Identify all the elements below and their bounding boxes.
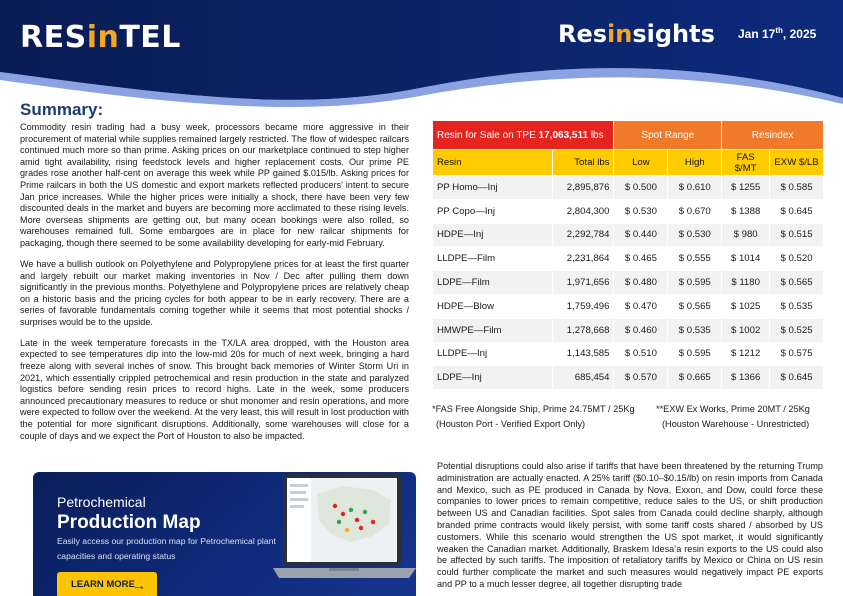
banner-line-2: Production Map [57,512,201,533]
cell-exw: $ 0.645 [770,199,824,223]
cell-fas: $ 1388 [722,199,770,223]
cell-fas: $ 1212 [722,342,770,366]
col-fas: FAS $/MT [722,150,770,176]
cell-total: 685,454 [552,366,614,390]
summary-paragraph-3: Late in the week temperature forecasts in the TX/LA area dropped, with the Houston area expected to see temperatures dip into the low-mid 20s for much of next week, bringing a hard freeze along with several inches of snow. This brought back memories of Winter Storm Uri in 2021, which essentially crippled petrochemical and resin production in the state and paralyzed logistics before sending resin prices to record highs. Late in the week, some producers announced precautionary measures to reduce or shut monomer and resin operations, and more were expected to follow over the weekend. At the very least, this will result in lost production with the potential for more significant disruptions. Additionally, some warehouses will close for a couple of days and we expect the Port of Houston to also be impacted. [20,337,409,441]
cell-low: $ 0.510 [614,342,668,366]
cell-resin: LLDPE—Inj [433,342,553,366]
cell-exw: $ 0.520 [770,247,824,271]
table-row [433,176,824,200]
banner-description: Easily access our production map for Petrochemical plant capacities and operating status [57,536,276,561]
cell-low: $ 0.530 [614,199,668,223]
fas-footnote: *FAS Free Alongside Ship, Prime 24.75MT / 25Kg (Houston Port - Verified Export Only) [432,404,635,429]
cell-exw: $ 0.585 [770,176,824,200]
cell-fas: $ 980 [722,223,770,247]
cell-low: $ 0.465 [614,247,668,271]
cell-resin: LLDPE—Film [433,247,553,271]
cell-high: $ 0.610 [668,176,722,200]
cell-low: $ 0.440 [614,223,668,247]
cell-resin: HMWPE—Film [433,318,553,342]
header-wave-background [0,0,843,120]
cell-low: $ 0.470 [614,294,668,318]
summary-paragraph-2: We have a bullish outlook on Polyethylene and Polypropylene prices for at least the first quarter and largely rebuilt our market making inventories in Nov / Dec after pulling them down significantly in the previous months. Polyethylene and Polypropylene prices are relatively cheap on a historic basis and the pricing cycles for both appear to be in early recovery. There are a series of favorable fundamentals coming together while it seems that most potential shocks / surprises would be to the upside. [20,258,409,327]
cell-low: $ 0.570 [614,366,668,390]
cell-fas: $ 1025 [722,294,770,318]
resintel-logo[interactable]: RESinTEL [20,20,181,55]
cell-high: $ 0.595 [668,342,722,366]
cell-resin: HDPE—Inj [433,223,553,247]
cell-total: 2,231,864 [552,247,614,271]
tariff-paragraph: Potential disruptions could also arise if tariffs that have been threatened by the returning Trump administration are actually enacted. A 25% tariff ($0.10–$0.15/lb) on resin imports from Canada and Mexico, such as PE produced in Canada by Nova, Exxon, and Dow, could force these companies to lower prices to remain competitive, reduce sales to the US, or shift production between US and Canadian facilities. Spot sales from Canada could decline sharply, although branded prime contracts would likely persist, with some tariff costs shared / absorbed by US customers. While this scenario would strengthen the US spot market, it would significantly weaken the Canadian market. Additionally, Braskem Idesa’a resin exports to the US could also be affected by such tariffs. The imposition of retaliatory tariffs by Mexico or China on US resin could further complicate the market and such measures would negatively impact PE exports and PP to a much lesser degree, all together disrupting trade [437,461,823,589]
col-low: Low [614,150,668,176]
table-header-top [433,121,824,150]
learn-more-button[interactable]: LEARN MORE → [57,572,157,596]
cell-fas: $ 1002 [722,318,770,342]
cell-low: $ 0.480 [614,271,668,295]
cell-low: $ 0.460 [614,318,668,342]
cell-fas: $ 1255 [722,176,770,200]
table-row [433,342,824,366]
cell-high: $ 0.595 [668,271,722,295]
laptop-map-image [273,472,416,596]
cell-resin: PP Homo—Inj [433,176,553,200]
table-row [433,294,824,318]
cell-high: $ 0.555 [668,247,722,271]
cell-total: 1,278,668 [552,318,614,342]
cell-total: 2,895,876 [552,176,614,200]
issue-date: Jan 17th, 2025 [738,26,817,41]
arrow-right-icon: → [132,577,146,593]
cell-high: $ 0.565 [668,294,722,318]
col-exw: EXW $/LB [770,150,824,176]
cell-exw: $ 0.575 [770,342,824,366]
table-column-headers [433,150,824,176]
table-row [433,318,824,342]
cell-total: 1,971,656 [552,271,614,295]
production-map-banner[interactable] [33,472,416,596]
cell-resin: LDPE—Film [433,271,553,295]
page-header [0,0,843,120]
summary-paragraph-1: Commodity resin trading had a busy week, processors became more aggressive in their procurement of material while supplies remained largely restricted. The flow of widespec railcars continued much more so than prime. Asking prices on our marketplace continued to step higher amid tight availability, rising feedstock levels and higher replacement costs. Our prime PE grades rose another half-cent on average this week while PP gained $.015/lb. Asking prices for Prime railcars in both the US domestic and export markets reflected producers’ intent to secure Jan price increases. While the higher prices were initially a shock, there have been very few discounted deals in the market and buyers are becoming more acclimated to these rising levels. More overseas shipments are getting out, but many ocean bookings were also rolled, so warehouses remained full. Some embargoes are in place for new railcar shipments for packaging, though there seemed to be some availability developing for early-mid February. [20,122,409,248]
cell-total: 2,292,784 [552,223,614,247]
table-row [433,271,824,295]
cell-exw: $ 0.525 [770,318,824,342]
summary-heading: Summary: [20,100,104,119]
col-resin: Resin [433,150,553,176]
cell-total: 1,143,585 [552,342,614,366]
table-row [433,223,824,247]
cell-high: $ 0.670 [668,199,722,223]
summary-body [20,122,409,452]
cell-exw: $ 0.515 [770,223,824,247]
spot-range-header: Spot Range [614,121,722,150]
cell-total: 2,804,300 [552,199,614,223]
banner-line-1: Petrochemical [57,494,146,510]
cell-exw: $ 0.535 [770,294,824,318]
cell-fas: $ 1366 [722,366,770,390]
cell-high: $ 0.535 [668,318,722,342]
cell-exw: $ 0.565 [770,271,824,295]
cell-exw: $ 0.645 [770,366,824,390]
cell-low: $ 0.500 [614,176,668,200]
cell-total: 1,759,496 [552,294,614,318]
col-total-lbs: Total lbs [552,150,614,176]
cell-fas: $ 1014 [722,247,770,271]
table-row [433,366,824,390]
table-row [433,247,824,271]
cell-resin: PP Copo—Inj [433,199,553,223]
cell-fas: $ 1180 [722,271,770,295]
resin-price-table [432,120,824,390]
table-row [433,199,824,223]
exw-footnote: **EXW Ex Works, Prime 20MT / 25Kg (Houston Warehouse - Unrestricted) [656,404,810,429]
cell-resin: HDPE—Blow [433,294,553,318]
col-high: High [668,150,722,176]
cell-high: $ 0.530 [668,223,722,247]
resindex-header: Resindex [722,121,824,150]
resin-for-sale-total: Resin for Sale on TPE 17,063,511 lbs [433,121,614,150]
resinsights-title: Resinsights [558,20,715,48]
cell-resin: LDPE—Inj [433,366,553,390]
cell-high: $ 0.665 [668,366,722,390]
